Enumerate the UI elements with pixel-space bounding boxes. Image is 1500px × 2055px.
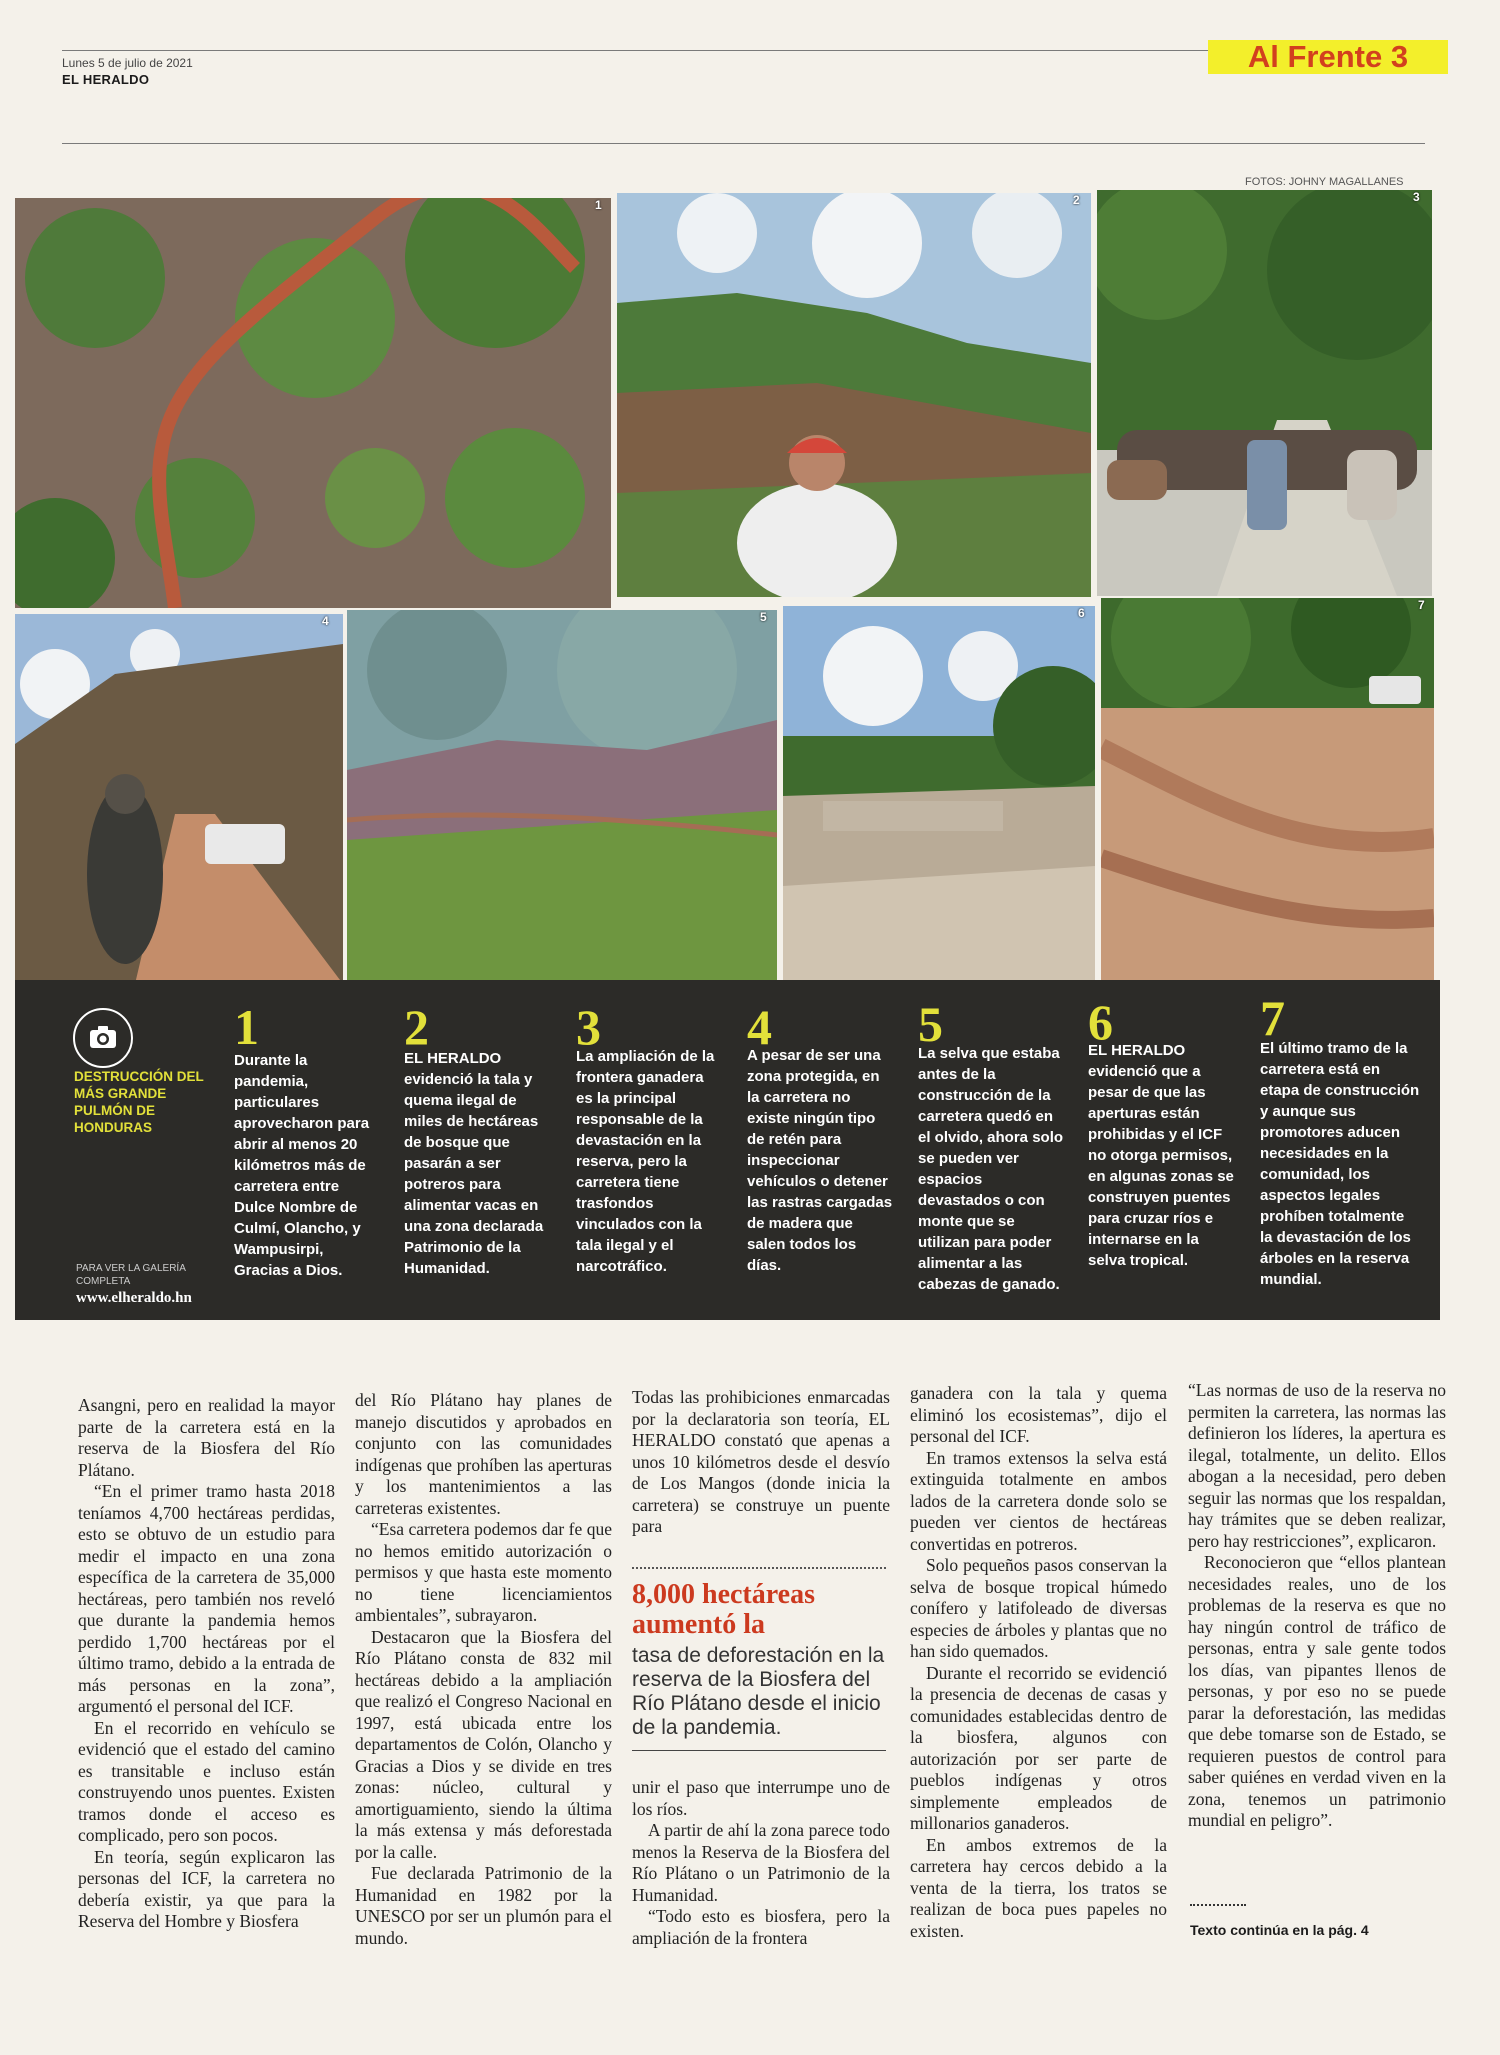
photo-4-officer-truck (15, 614, 343, 984)
continues-on-page[interactable]: Texto continúa en la pág. 4 (1190, 1922, 1369, 1938)
paragraph: En ambos extremos de la carretera hay cercos debido a la venta de la tierra, los tratos se realizan de boca pues papeles no existen. (910, 1834, 1167, 1941)
paragraph: Fue declarada Patrimonio de la Humanidad en 1982 por la UNESCO por ser un plumón para el mundo. (355, 1863, 612, 1948)
caption-6-number: 6 (1088, 994, 1113, 1050)
caption-6-text: EL HERALDO evidenció que a pesar de que las aperturas están prohibidas y el ICF no otorga permisos, en algunas zonas se construyen puentes para cruzar ríos e internarse en la selva tropical. (1088, 1042, 1234, 1269)
photo-4-number: 4 (322, 614, 329, 628)
caption-1-number: 1 (234, 999, 259, 1055)
continuation-dotted-rule (1190, 1904, 1246, 1906)
caption-1-text: Durante la pandemia, particulares aprovecharon para abrir al menos 20 kilómetros más de carretera entre Dulce Nombre de Culmí, Olancho, y Wampusirpi, Gracias a Dios. (234, 1052, 370, 1279)
paragraph: En el recorrido en vehículo se evidenció que el estado del camino es transitable e incluso están construyendo unos puentes. Existen tramos donde el acceso es complicado, pero son pocos. (78, 1717, 335, 1845)
paragraph: unir el paso que interrumpe uno de los ríos. (632, 1777, 890, 1819)
pull-quote-body: tasa de deforestación en la reserva de la Biosfera del Río Plátano desde el inicio de la pandemia. (632, 1644, 885, 1739)
section-name: Al Frente (1247, 39, 1383, 74)
article-column-5 (1188, 1380, 1446, 1832)
photo-3-number: 3 (1413, 190, 1420, 204)
article-column-3-top (632, 1387, 890, 1538)
photo-1-aerial-road (15, 198, 611, 608)
photo-7-muddy-road (1101, 598, 1434, 982)
paragraph: del Río Plátano hay planes de manejo discutidos y aprobados en conjunto con las comunidades indígenas que prohíben las aperturas y los mantenimientos a las carreteras existentes. (355, 1390, 612, 1518)
caption-2-number: 2 (404, 999, 429, 1055)
caption-7-text: El último tramo de la carretera está en etapa de construcción y aunque sus promotores aducen necesidades en la comunidad, los aspectos legales prohíben totalmente la devastación de los árboles en la reserva mundial. (1260, 1040, 1420, 1288)
gallery-label: PARA VER LA GALERÍA COMPLETA (76, 1263, 186, 1287)
paragraph: A partir de ahí la zona parece todo menos la Reserva de la Biosfera del Río Plátano o un Patrimonio de la Humanidad. (632, 1820, 890, 1905)
paragraph: Asangni, pero en realidad la mayor parte de la carretera está en la reserva de la Biosfera del Río Plátano. (78, 1395, 335, 1480)
caption-5-text: La selva que estaba antes de la construcción de la carretera quedó en el olvido, ahora solo se pueden ver espacios devastados o con monte que se utilizan para poder alimentar a las cabezas de ganado. (918, 1045, 1064, 1293)
paragraph: En tramos extensos la selva está extinguida totalmente en ambos lados de la carretera donde solo se pueden ver cientos de hectáreas convertidas en potreros. (910, 1447, 1167, 1554)
caption-4-number: 4 (747, 999, 772, 1055)
camera-icon (73, 1008, 133, 1068)
newspaper-name: EL HERALDO (62, 72, 150, 87)
paragraph: Reconocieron que “ellos plantean necesidades reales, uno de los problemas de la reserva es que no hay ningún control de tráfico de personas, entra y sale gente todos los días, van pipantes llenos de personas, y por eso no se puede parar la deforestación, las medidas que debe tomarse son de Estado, se requieren puestos de control para saber quiénes en verdad viven en la zona, tenemos un patrimonio mundial en peligro”. (1188, 1552, 1446, 1830)
article-column-1 (78, 1395, 335, 1933)
photo-credit: FOTOS: JOHNY MAGALLANES (1245, 176, 1404, 188)
pull-quote-dotted-rule (632, 1567, 886, 1570)
caption-5-number: 5 (918, 996, 943, 1052)
paragraph: “Todo esto es biosfera, pero la ampliación de la frontera (632, 1906, 890, 1948)
article-column-3-bottom (632, 1777, 890, 1949)
section-banner (1208, 40, 1448, 74)
paragraph: Todas las prohibiciones enmarcadas por la declaratoria son teoría, EL HERALDO constató que apenas a unos 10 kilómetros desde el desvío de Los Mangos (donde inicia la carretera) se construye un puente para (632, 1387, 890, 1536)
photo-2-number: 2 (1073, 193, 1080, 207)
band-title: DESTRUCCIÓN DEL MÁS GRANDE PULMÓN DE HONDURAS (74, 1069, 204, 1135)
caption-3-number: 3 (576, 999, 601, 1055)
photo-1-number: 1 (595, 198, 602, 212)
pull-quote (632, 1567, 886, 1751)
article-column-2 (355, 1390, 612, 1949)
gallery-link[interactable]: www.elheraldo.hn (76, 1290, 192, 1306)
pull-quote-bottom-rule (632, 1750, 886, 1751)
paragraph: En teoría, según explicaron las personas del ICF, la carretera no debería existir, ya que para la Reserva del Hombre y Biosfera (78, 1846, 335, 1931)
caption-4-text: A pesar de ser una zona protegida, en la carretera no existe ningún tipo de retén para inspeccionar vehículos o detener las rastras cargadas de madera que salen todos los días. (747, 1047, 893, 1274)
pull-quote-headline: 8,000 hectáreas aumentó la (632, 1579, 815, 1640)
paragraph: ganadera con la tala y quema eliminó los ecosistemas”, dijo el personal del ICF. (910, 1383, 1167, 1446)
paragraph: Durante el recorrido se evidenció la presencia de decenas de casas y comunidades establecidas dentro de la biosfera, algunos con autorización por ser parte de pueblos indígenas y otros simplemente empleados de millonarios ganaderos. (910, 1662, 1167, 1833)
issue-date: Lunes 5 de julio de 2021 (62, 56, 193, 70)
photo-3-cattle-herd (1097, 190, 1432, 596)
photo-5-deforested-valley (347, 610, 777, 984)
page-number: 3 (1390, 39, 1409, 74)
article-column-4 (910, 1383, 1167, 1942)
paragraph: “Esa carretera podemos dar fe que no hemos emitido autorización o permisos y que hasta este momento no tiene licenciamientos ambientales”, subrayaron. (355, 1519, 612, 1625)
photo-6-number: 6 (1078, 606, 1085, 620)
paragraph: “En el primer tramo hasta 2018 teníamos 4,700 hectáreas perdidas, esto se obtuvo de un estudio para medir el impacto en una zona específica de la carretera de 35,000 hectáreas, pero también nos reveló que durante la pandemia hemos perdido 1,700 hectáreas por el último tramo, debido a la entrada de más personas en la zona”, argumentó el personal del ICF. (78, 1481, 335, 1716)
photo-2-man-overlooking-hills (617, 193, 1091, 597)
photo-5-number: 5 (760, 610, 767, 624)
header-bottom-rule (62, 143, 1425, 144)
paragraph: “Las normas de uso de la reserva no permiten la carretera, las normas las definieron los líderes, la apertura es ilegal, totalmente, un delito. Ellos abogan a la necesidad, pero deben seguir las normas que los respaldan, hay trámites que se deben realizar, pero hay restricciones”, explicaron. (1188, 1380, 1446, 1551)
paragraph: Solo pequeños pasos conservan la selva de bosque tropical húmedo conífero y latifoleado de diversas especies de árboles y plantas que no han sido quemados. (910, 1555, 1167, 1661)
caption-7-number: 7 (1260, 990, 1285, 1046)
photo-7-number: 7 (1418, 598, 1425, 612)
photo-6-bridge-construction (783, 606, 1095, 982)
paragraph: Destacaron que la Biosfera del Río Plátano consta de 832 mil hectáreas debido a la ampliación que realizó el Congreso Nacional en 1997, está ubicada entre los departamentos de Colón, Olancho y Gracias a Dios y se divide en tres zonas: núcleo, cultural y amortiguamiento, siendo la última la más extensa y más deforestada por la calle. (355, 1626, 612, 1862)
caption-2-text: EL HERALDO evidenció la tala y quema ilegal de miles de hectáreas de bosque que pasarán a ser potreros para alimentar vacas en una zona declarada Patrimonio de la Humanidad. (404, 1050, 544, 1277)
caption-3-text: La ampliación de la frontera ganadera es la principal responsable de la devastación en la reserva, pero la carretera tiene trasfondos vinculados con la tala ilegal y el narcotráfico. (576, 1048, 715, 1275)
